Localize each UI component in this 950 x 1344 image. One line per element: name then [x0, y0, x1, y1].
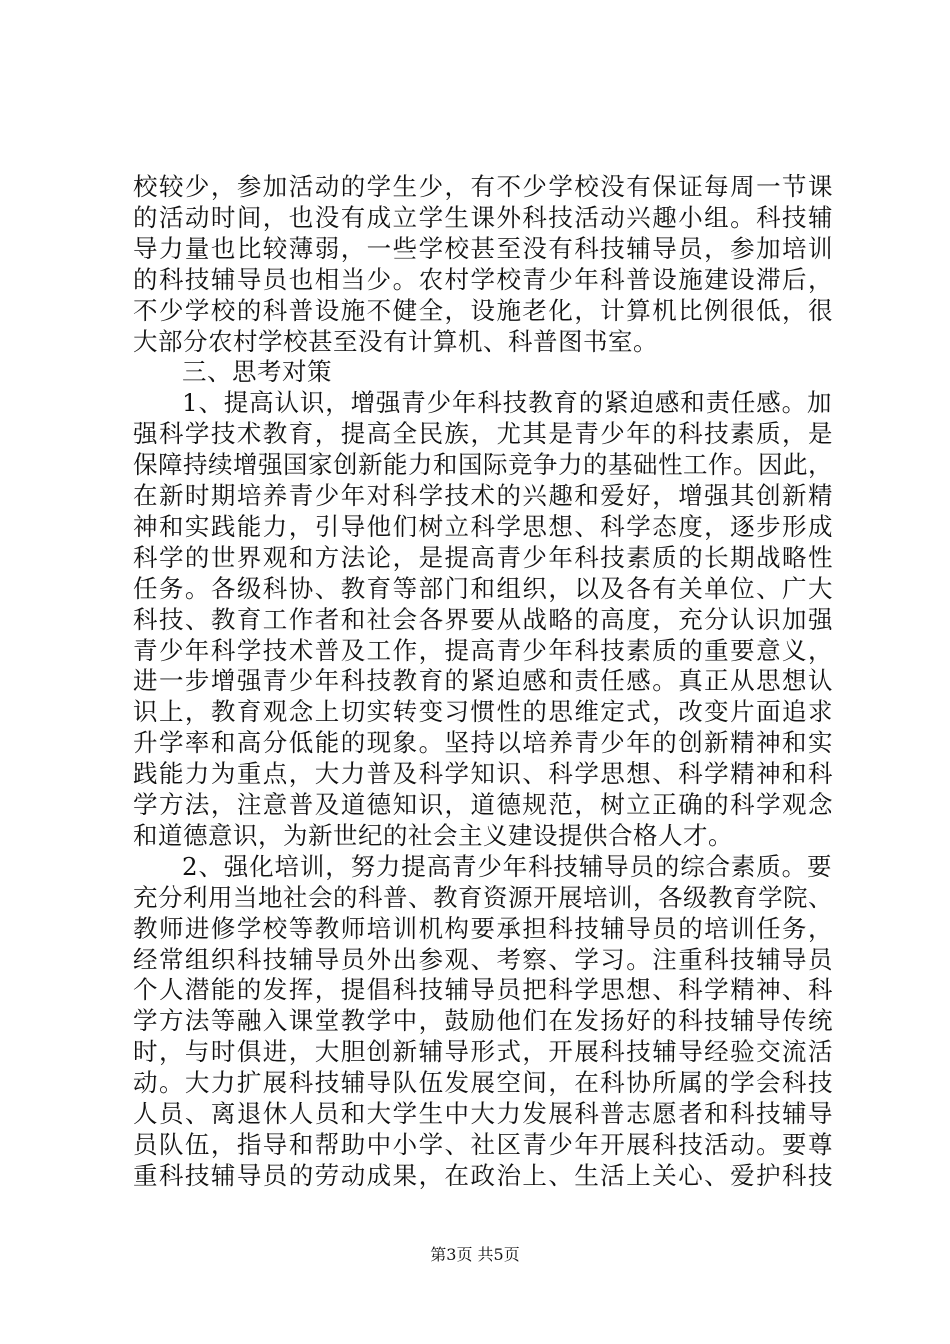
body-text-line: 员队伍，指导和帮助中小学、社区青少年开展科技活动。要尊	[133, 1129, 833, 1159]
body-text-line: 充分利用当地社会的科普、教育资源开展培训，各级教育学院、	[133, 882, 833, 912]
body-text-line: 的科技辅导员也相当少。农村学校青少年科普设施建设滞后，	[133, 264, 833, 294]
body-text-line: 大部分农村学校甚至没有计算机、科普图书室。	[133, 326, 658, 356]
body-text-line: 任务。各级科协、教育等部门和组织，以及各有关单位、广大	[133, 573, 833, 603]
body-text-line: 经常组织科技辅导员外出参观、考察、学习。注重科技辅导员	[133, 944, 833, 974]
body-text-line: 保障持续增强国家创新能力和国际竞争力的基础性工作。因此，	[133, 450, 833, 480]
body-text-line: 时，与时俱进，大胆创新辅导形式，开展科技辅导经验交流活	[133, 1037, 833, 1067]
body-text-line: 科学的世界观和方法论，是提高青少年科技素质的长期战略性	[133, 542, 833, 572]
body-text-line: 校较少，参加活动的学生少，有不少学校没有保证每周一节课	[133, 172, 833, 201]
body-text-line: 强科学技术教育，提高全民族，尤其是青少年的科技素质，是	[133, 419, 833, 449]
paragraph-heading-line: 1、提高认识，增强青少年科技教育的紧迫感和责任感。加	[182, 388, 832, 418]
body-text-line: 识上，教育观念上切实转变习惯性的思维定式，改变片面追求	[133, 697, 833, 727]
body-text-line: 不少学校的科普设施不健全，设施老化，计算机比例很低，很	[133, 295, 833, 325]
body-text-line: 学方法等融入课堂教学中，鼓励他们在发扬好的科技辅导传统	[133, 1006, 833, 1036]
body-text-line: 的活动时间，也没有成立学生课外科技活动兴趣小组。科技辅	[133, 202, 833, 232]
body-text-line: 个人潜能的发挥，提倡科技辅导员把科学思想、科学精神、科	[133, 975, 833, 1005]
body-text-line: 升学率和高分低能的现象。坚持以培养青少年的创新精神和实	[133, 728, 833, 758]
body-text-line: 神和实践能力，引导他们树立科学思想、科学态度，逐步形成	[133, 511, 833, 541]
body-text-line: 青少年科学技术普及工作，提高青少年科技素质的重要意义，	[133, 635, 833, 665]
section-heading: 三、思考对策	[182, 357, 332, 387]
body-text-line: 导力量也比较薄弱，一些学校甚至没有科技辅导员，参加培训	[133, 233, 833, 263]
body-text-line: 在新时期培养青少年对科学技术的兴趣和爱好，增强其创新精	[133, 481, 833, 510]
body-text-line: 重科技辅导员的劳动成果，在政治上、生活上关心、爱护科技	[133, 1160, 833, 1190]
body-text-line: 践能力为重点，大力普及科学知识、科学思想、科学精神和科	[133, 759, 833, 789]
body-text-line: 教师进修学校等教师培训机构要承担科技辅导员的培训任务，	[133, 913, 833, 943]
body-text-line: 人员、离退休人员和大学生中大力发展科普志愿者和科技辅导	[133, 1099, 833, 1128]
body-text-line: 科技、教育工作者和社会各界要从战略的高度，充分认识加强	[133, 604, 833, 634]
body-text-line: 学方法，注意普及道德知识，道德规范，树立正确的科学观念	[133, 790, 833, 819]
paragraph-heading-line: 2、强化培训，努力提高青少年科技辅导员的综合素质。要	[182, 851, 832, 881]
page-number-footer: 第3页 共5页	[430, 1245, 520, 1264]
body-text-line: 进一步增强青少年科技教育的紧迫感和责任感。真正从思想认	[133, 666, 833, 696]
body-text-line: 和道德意识，为新世纪的社会主义建设提供合格人才。	[133, 820, 733, 850]
body-text-line: 动。大力扩展科技辅导队伍发展空间，在科协所属的学会科技	[133, 1068, 833, 1098]
